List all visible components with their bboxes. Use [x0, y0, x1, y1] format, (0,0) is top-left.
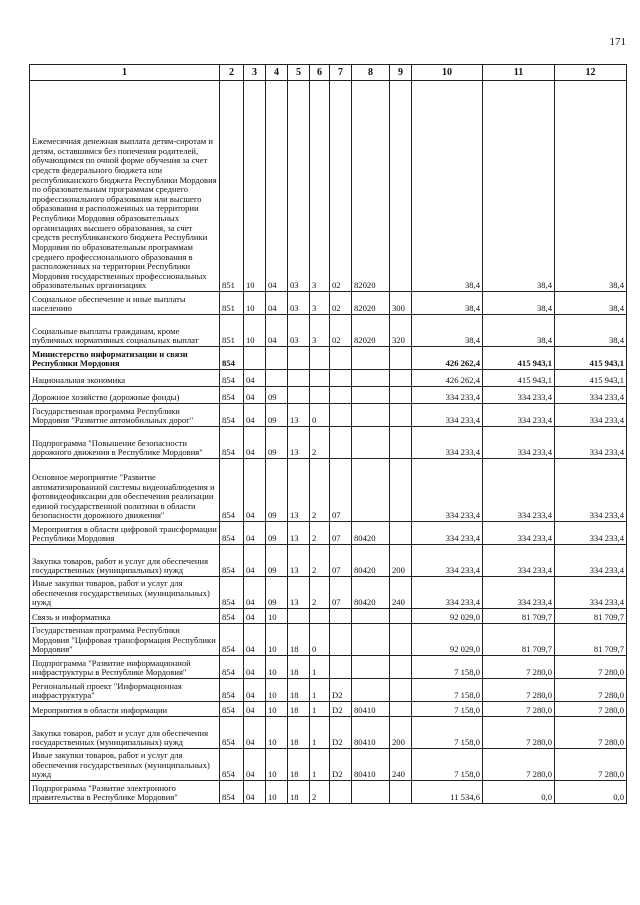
amount-2024-cell: 7 280,0 — [483, 656, 555, 679]
budget-table — [29, 64, 627, 804]
item-name-cell: Региональный проект "Информационная инфраструктура" — [30, 679, 220, 702]
amount-2023-cell: 7 158,0 — [412, 717, 483, 749]
subprogram-cell — [310, 609, 330, 624]
section-cell: 04 — [244, 609, 266, 624]
section-cell: 10 — [244, 81, 266, 292]
ministry-code-cell: 854 — [220, 459, 244, 522]
direction-cell — [352, 679, 390, 702]
subsection-cell: 04 — [266, 315, 288, 347]
subsection-cell: 09 — [266, 404, 288, 427]
amount-2024-cell: 81 709,7 — [483, 624, 555, 656]
program-cell: 18 — [288, 679, 310, 702]
subsection-cell — [266, 347, 288, 370]
subprogram-cell — [310, 347, 330, 370]
subsection-cell: 09 — [266, 577, 288, 609]
expense-type-cell — [390, 81, 412, 292]
amount-2025-cell: 7 280,0 — [555, 656, 627, 679]
subprogram-cell: 1 — [310, 679, 330, 702]
amount-2024-cell: 7 280,0 — [483, 717, 555, 749]
header-cell: 4 — [266, 65, 288, 81]
event-cell — [330, 387, 352, 404]
event-cell: 02 — [330, 81, 352, 292]
item-name-cell: Дорожное хозяйство (дорожные фонды) — [30, 387, 220, 404]
subprogram-cell — [310, 370, 330, 387]
expense-type-cell: 240 — [390, 577, 412, 609]
ministry-code-cell: 854 — [220, 577, 244, 609]
ministry-code-cell: 854 — [220, 387, 244, 404]
amount-2025-cell: 334 233,4 — [555, 427, 627, 459]
subprogram-cell — [310, 387, 330, 404]
amount-2023-cell: 334 233,4 — [412, 522, 483, 545]
expense-type-cell — [390, 702, 412, 717]
direction-cell — [352, 370, 390, 387]
event-cell: D2 — [330, 679, 352, 702]
table-row — [30, 315, 627, 347]
table-row — [30, 624, 627, 656]
expense-type-cell — [390, 522, 412, 545]
event-cell: 02 — [330, 315, 352, 347]
subsection-cell: 10 — [266, 656, 288, 679]
amount-2025-cell: 334 233,4 — [555, 522, 627, 545]
table-row — [30, 459, 627, 522]
event-cell — [330, 427, 352, 459]
item-name-cell: Иные закупки товаров, работ и услуг для обеспечения государственных (муниципальных) нужд — [30, 577, 220, 609]
header-cell: 11 — [483, 65, 555, 81]
amount-2023-cell: 7 158,0 — [412, 679, 483, 702]
item-name-cell: Национальная экономика — [30, 370, 220, 387]
amount-2023-cell: 334 233,4 — [412, 577, 483, 609]
event-cell: D2 — [330, 717, 352, 749]
program-cell: 13 — [288, 459, 310, 522]
ministry-code-cell: 854 — [220, 370, 244, 387]
event-cell: 02 — [330, 292, 352, 315]
amount-2023-cell: 92 029,0 — [412, 609, 483, 624]
expense-type-cell — [390, 609, 412, 624]
ministry-code-cell: 854 — [220, 781, 244, 804]
direction-cell: 80410 — [352, 717, 390, 749]
direction-cell — [352, 609, 390, 624]
subprogram-cell: 2 — [310, 781, 330, 804]
ministry-code-cell: 854 — [220, 656, 244, 679]
item-name-cell: Государственная программа Республики Мордовия "Развитие автомобильных дорог" — [30, 404, 220, 427]
section-cell: 04 — [244, 387, 266, 404]
event-cell — [330, 347, 352, 370]
subsection-cell: 04 — [266, 81, 288, 292]
amount-2024-cell: 334 233,4 — [483, 427, 555, 459]
direction-cell: 80410 — [352, 702, 390, 717]
amount-2025-cell: 0,0 — [555, 781, 627, 804]
ministry-code-cell: 851 — [220, 81, 244, 292]
direction-cell — [352, 656, 390, 679]
table-row — [30, 81, 627, 292]
table-row — [30, 656, 627, 679]
direction-cell — [352, 624, 390, 656]
amount-2025-cell: 415 943,1 — [555, 347, 627, 370]
subprogram-cell: 1 — [310, 717, 330, 749]
subsection-cell: 09 — [266, 387, 288, 404]
amount-2024-cell: 334 233,4 — [483, 459, 555, 522]
program-cell: 18 — [288, 781, 310, 804]
section-cell: 04 — [244, 781, 266, 804]
direction-cell — [352, 404, 390, 427]
subprogram-cell: 2 — [310, 427, 330, 459]
item-name-cell: Ежемесячная денежная выплата детям-сиротам и детям, оставшимся без попечения родителей, обучающимся по очной форме обучения за счет средств федерального бюджета или республиканского бюджета Республики Мордовия по образовательным программам среднего профессионального образования или высшего образования в расположенных на территории Республики Мордовия образовательных организациях высшего образования, за счет средств республиканского бюджета Республики Мордовия по образовательным программам среднего профессионального образования в расположенных на территории Республики Мордовия государственных профессиональных образовательных организациях — [30, 81, 220, 292]
section-cell: 04 — [244, 749, 266, 781]
amount-2024-cell: 7 280,0 — [483, 679, 555, 702]
table-row — [30, 522, 627, 545]
amount-2024-cell: 334 233,4 — [483, 522, 555, 545]
subsection-cell: 09 — [266, 545, 288, 577]
table-row — [30, 387, 627, 404]
program-cell: 03 — [288, 81, 310, 292]
subsection-cell: 10 — [266, 624, 288, 656]
amount-2025-cell: 7 280,0 — [555, 702, 627, 717]
ministry-code-cell: 854 — [220, 624, 244, 656]
table-row — [30, 577, 627, 609]
subsection-cell: 10 — [266, 679, 288, 702]
table-row — [30, 427, 627, 459]
direction-cell: 80420 — [352, 522, 390, 545]
event-cell — [330, 656, 352, 679]
expense-type-cell — [390, 459, 412, 522]
item-name-cell: Подпрограмма "Повышение безопасности дорожного движения в Республике Мордовия" — [30, 427, 220, 459]
amount-2023-cell: 334 233,4 — [412, 427, 483, 459]
expense-type-cell — [390, 656, 412, 679]
amount-2025-cell: 38,4 — [555, 292, 627, 315]
subprogram-cell: 1 — [310, 749, 330, 781]
subsection-cell: 10 — [266, 702, 288, 717]
table-row — [30, 749, 627, 781]
amount-2025-cell: 415 943,1 — [555, 370, 627, 387]
program-cell — [288, 370, 310, 387]
program-cell — [288, 387, 310, 404]
expense-type-cell: 320 — [390, 315, 412, 347]
ministry-code-cell: 854 — [220, 609, 244, 624]
subprogram-cell: 2 — [310, 545, 330, 577]
subprogram-cell: 2 — [310, 577, 330, 609]
item-name-cell: Мероприятия в области информации — [30, 702, 220, 717]
table-row — [30, 347, 627, 370]
item-name-cell: Связь и информатика — [30, 609, 220, 624]
amount-2025-cell: 7 280,0 — [555, 717, 627, 749]
event-cell: D2 — [330, 702, 352, 717]
event-cell: 07 — [330, 459, 352, 522]
program-cell: 13 — [288, 522, 310, 545]
item-name-cell: Министерство информатизации и связи Республики Мордовия — [30, 347, 220, 370]
expense-type-cell — [390, 370, 412, 387]
section-cell: 04 — [244, 459, 266, 522]
section-cell: 04 — [244, 717, 266, 749]
header-cell: 10 — [412, 65, 483, 81]
subprogram-cell: 1 — [310, 702, 330, 717]
amount-2024-cell: 81 709,7 — [483, 609, 555, 624]
subprogram-cell: 2 — [310, 459, 330, 522]
amount-2024-cell: 7 280,0 — [483, 749, 555, 781]
table-header-row — [30, 65, 627, 81]
header-cell: 3 — [244, 65, 266, 81]
program-cell — [288, 609, 310, 624]
amount-2025-cell: 334 233,4 — [555, 545, 627, 577]
event-cell — [330, 781, 352, 804]
amount-2024-cell: 0,0 — [483, 781, 555, 804]
amount-2023-cell: 38,4 — [412, 81, 483, 292]
subprogram-cell: 2 — [310, 522, 330, 545]
amount-2024-cell: 38,4 — [483, 81, 555, 292]
subsection-cell: 09 — [266, 427, 288, 459]
header-cell: 7 — [330, 65, 352, 81]
amount-2023-cell: 334 233,4 — [412, 387, 483, 404]
header-cell: 1 — [30, 65, 220, 81]
amount-2023-cell: 426 262,4 — [412, 347, 483, 370]
table-row — [30, 609, 627, 624]
item-name-cell: Государственная программа Республики Мордовия "Цифровая трансформация Республики Мордовия" — [30, 624, 220, 656]
amount-2023-cell: 426 262,4 — [412, 370, 483, 387]
program-cell: 18 — [288, 624, 310, 656]
header-cell: 8 — [352, 65, 390, 81]
amount-2024-cell: 415 943,1 — [483, 347, 555, 370]
table-row — [30, 370, 627, 387]
expense-type-cell: 200 — [390, 717, 412, 749]
amount-2024-cell: 334 233,4 — [483, 404, 555, 427]
amount-2024-cell: 334 233,4 — [483, 577, 555, 609]
subsection-cell: 10 — [266, 781, 288, 804]
subsection-cell — [266, 370, 288, 387]
event-cell — [330, 404, 352, 427]
direction-cell — [352, 387, 390, 404]
amount-2023-cell: 334 233,4 — [412, 459, 483, 522]
ministry-code-cell: 854 — [220, 427, 244, 459]
header-cell: 5 — [288, 65, 310, 81]
amount-2025-cell: 334 233,4 — [555, 404, 627, 427]
expense-type-cell — [390, 387, 412, 404]
section-cell: 04 — [244, 522, 266, 545]
program-cell: 13 — [288, 545, 310, 577]
program-cell: 03 — [288, 292, 310, 315]
section-cell: 04 — [244, 656, 266, 679]
ministry-code-cell: 854 — [220, 749, 244, 781]
subprogram-cell: 3 — [310, 292, 330, 315]
item-name-cell: Закупка товаров, работ и услуг для обеспечения государственных (муниципальных) нужд — [30, 717, 220, 749]
section-cell: 10 — [244, 315, 266, 347]
expense-type-cell — [390, 427, 412, 459]
event-cell: 07 — [330, 545, 352, 577]
item-name-cell: Закупка товаров, работ и услуг для обеспечения государственных (муниципальных) нужд — [30, 545, 220, 577]
direction-cell — [352, 781, 390, 804]
subprogram-cell: 0 — [310, 624, 330, 656]
ministry-code-cell: 854 — [220, 404, 244, 427]
amount-2023-cell: 7 158,0 — [412, 656, 483, 679]
amount-2023-cell: 7 158,0 — [412, 749, 483, 781]
ministry-code-cell: 851 — [220, 315, 244, 347]
amount-2024-cell: 334 233,4 — [483, 387, 555, 404]
program-cell: 03 — [288, 315, 310, 347]
table-row — [30, 679, 627, 702]
ministry-code-cell: 854 — [220, 522, 244, 545]
item-name-cell: Социальное обеспечение и иные выплаты населению — [30, 292, 220, 315]
subprogram-cell: 3 — [310, 81, 330, 292]
amount-2024-cell: 38,4 — [483, 292, 555, 315]
ministry-code-cell: 851 — [220, 292, 244, 315]
amount-2024-cell: 415 943,1 — [483, 370, 555, 387]
amount-2025-cell: 81 709,7 — [555, 609, 627, 624]
item-name-cell: Основное мероприятие "Развитие автоматизированной системы видеонаблюдения и фотовидеофиксации для обеспечения реализации единой государственной политики в области безопасности дорожного движения" — [30, 459, 220, 522]
direction-cell: 80420 — [352, 545, 390, 577]
table-row — [30, 292, 627, 315]
expense-type-cell — [390, 347, 412, 370]
event-cell: D2 — [330, 749, 352, 781]
item-name-cell: Подпрограмма "Развитие электронного правительства в Республике Мордовия" — [30, 781, 220, 804]
direction-cell: 80410 — [352, 749, 390, 781]
amount-2023-cell: 38,4 — [412, 315, 483, 347]
program-cell: 18 — [288, 749, 310, 781]
expense-type-cell: 240 — [390, 749, 412, 781]
table-row — [30, 545, 627, 577]
header-cell: 9 — [390, 65, 412, 81]
subsection-cell: 10 — [266, 717, 288, 749]
header-cell: 2 — [220, 65, 244, 81]
header-cell: 12 — [555, 65, 627, 81]
amount-2023-cell: 38,4 — [412, 292, 483, 315]
event-cell: 07 — [330, 577, 352, 609]
event-cell — [330, 624, 352, 656]
event-cell: 07 — [330, 522, 352, 545]
subprogram-cell: 0 — [310, 404, 330, 427]
amount-2024-cell: 334 233,4 — [483, 545, 555, 577]
event-cell — [330, 609, 352, 624]
subsection-cell: 09 — [266, 459, 288, 522]
subsection-cell: 04 — [266, 292, 288, 315]
item-name-cell: Мероприятия в области цифровой трансформации Республики Мордовия — [30, 522, 220, 545]
section-cell: 04 — [244, 370, 266, 387]
program-cell: 18 — [288, 656, 310, 679]
table-row — [30, 781, 627, 804]
direction-cell: 82020 — [352, 292, 390, 315]
expense-type-cell — [390, 404, 412, 427]
direction-cell — [352, 427, 390, 459]
subprogram-cell: 1 — [310, 656, 330, 679]
amount-2023-cell: 334 233,4 — [412, 545, 483, 577]
item-name-cell: Подпрограмма "Развитие информационной инфраструктуры в Республике Мордовия" — [30, 656, 220, 679]
program-cell: 13 — [288, 404, 310, 427]
subsection-cell: 09 — [266, 522, 288, 545]
item-name-cell: Социальные выплаты гражданам, кроме публичных нормативных социальных выплат — [30, 315, 220, 347]
amount-2023-cell: 92 029,0 — [412, 624, 483, 656]
subsection-cell: 10 — [266, 749, 288, 781]
section-cell: 04 — [244, 679, 266, 702]
amount-2024-cell: 38,4 — [483, 315, 555, 347]
ministry-code-cell: 854 — [220, 347, 244, 370]
amount-2025-cell: 38,4 — [555, 81, 627, 292]
direction-cell — [352, 459, 390, 522]
ministry-code-cell: 854 — [220, 717, 244, 749]
table-row — [30, 404, 627, 427]
section-cell: 04 — [244, 702, 266, 717]
amount-2025-cell: 38,4 — [555, 315, 627, 347]
direction-cell: 82020 — [352, 81, 390, 292]
subprogram-cell: 3 — [310, 315, 330, 347]
page-number: 171 — [609, 36, 626, 48]
section-cell: 04 — [244, 577, 266, 609]
amount-2025-cell: 334 233,4 — [555, 577, 627, 609]
direction-cell — [352, 347, 390, 370]
amount-2025-cell: 334 233,4 — [555, 459, 627, 522]
section-cell: 04 — [244, 404, 266, 427]
ministry-code-cell: 854 — [220, 679, 244, 702]
section-cell: 04 — [244, 427, 266, 459]
program-cell: 13 — [288, 427, 310, 459]
amount-2023-cell: 11 534,6 — [412, 781, 483, 804]
table-row — [30, 717, 627, 749]
table-row — [30, 702, 627, 717]
event-cell — [330, 370, 352, 387]
section-cell: 10 — [244, 292, 266, 315]
section-cell: 04 — [244, 545, 266, 577]
amount-2023-cell: 334 233,4 — [412, 404, 483, 427]
program-cell: 18 — [288, 717, 310, 749]
program-cell: 13 — [288, 577, 310, 609]
expense-type-cell — [390, 781, 412, 804]
amount-2024-cell: 7 280,0 — [483, 702, 555, 717]
program-cell — [288, 347, 310, 370]
amount-2025-cell: 7 280,0 — [555, 679, 627, 702]
ministry-code-cell: 854 — [220, 702, 244, 717]
section-cell — [244, 347, 266, 370]
expense-type-cell: 300 — [390, 292, 412, 315]
expense-type-cell: 200 — [390, 545, 412, 577]
amount-2025-cell: 334 233,4 — [555, 387, 627, 404]
subsection-cell: 10 — [266, 609, 288, 624]
amount-2023-cell: 7 158,0 — [412, 702, 483, 717]
direction-cell: 82020 — [352, 315, 390, 347]
ministry-code-cell: 854 — [220, 545, 244, 577]
amount-2025-cell: 7 280,0 — [555, 749, 627, 781]
expense-type-cell — [390, 624, 412, 656]
section-cell: 04 — [244, 624, 266, 656]
expense-type-cell — [390, 679, 412, 702]
direction-cell: 80420 — [352, 577, 390, 609]
item-name-cell: Иные закупки товаров, работ и услуг для обеспечения государственных (муниципальных) нужд — [30, 749, 220, 781]
header-cell: 6 — [310, 65, 330, 81]
program-cell: 18 — [288, 702, 310, 717]
amount-2025-cell: 81 709,7 — [555, 624, 627, 656]
